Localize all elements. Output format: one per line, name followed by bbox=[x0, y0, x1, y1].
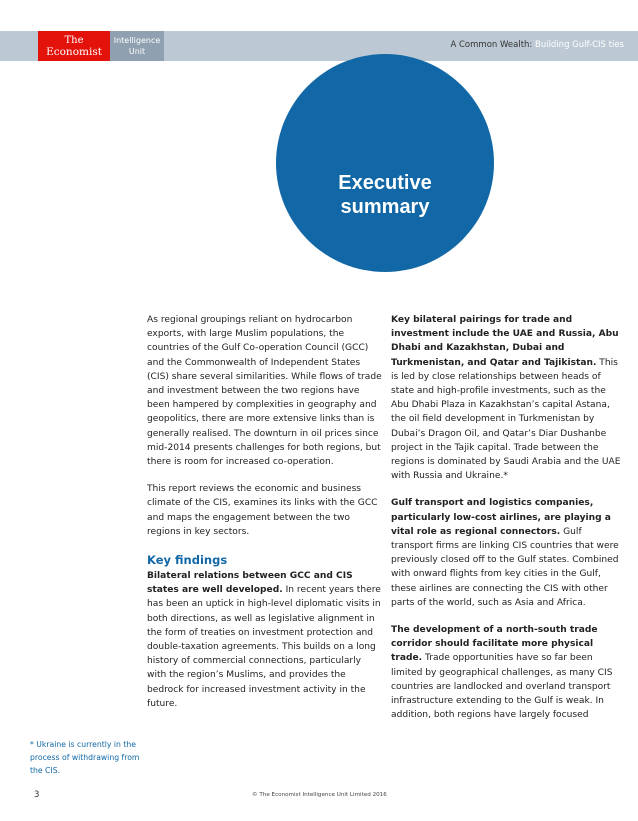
section-title-line-2: summary bbox=[340, 196, 430, 218]
logo-line-1: The bbox=[64, 35, 84, 46]
finding-1-lead: Bilateral relations between GCC and CIS states are well developed. bbox=[147, 571, 353, 596]
intro-paragraph-1: As regional groupings reliant on hydrocarbon exports, with large Muslim populations, the countries of the Gulf Co-operation Council (GCC) and the Commonwealth of Independent States (CIS) share several similarities. While flows of trade and investment between the two regions have been hampered by complexities in geography and geopolitics, there are more extensive links than is generally realised. The downturn in oil prices since mid-2014 presents challenges for both regions, but there is room for increased co-operation. bbox=[147, 315, 382, 468]
right-column bbox=[391, 313, 624, 735]
finding-4-lead: The development of a north-south trade corridor should facilitate more physical trade. bbox=[391, 625, 598, 664]
finding-3-text: Gulf transport firms are linking CIS countries that were previously closed off to the Gulf states. Combined with onward flights from key cities in the Gulf, these airlines are connecting the CIS with other parts of the world, such as Asia and Africa. bbox=[391, 526, 619, 608]
logo-line-2: Economist bbox=[46, 46, 102, 58]
finding-3 bbox=[391, 496, 624, 610]
report-title-sub: Building Gulf-CIS ties bbox=[532, 40, 624, 50]
left-column bbox=[147, 313, 383, 724]
finding-1 bbox=[147, 569, 383, 711]
eiu-line-2: Unit bbox=[128, 47, 146, 56]
finding-1-text: In recent years there has been an uptick in high-level diplomatic visits in both directions, as well as legislative alignment in the form of treaties on investment protection and double-taxation agreements. This builds on a long history of commercial connections, particularly with the region’s Muslims, and provides the bedrock for increased investment activity in the future. bbox=[147, 585, 381, 709]
page-number: 3 bbox=[34, 790, 40, 800]
copyright-notice: © The Economist Intelligence Unit Limited 2016 bbox=[252, 792, 387, 798]
eiu-line-1: Intelligence bbox=[113, 36, 161, 45]
finding-2-text: This is led by close relationships between heads of state and high-profile investments, such as the Abu Dhabi Plaza in Kazakhstan’s capital Astana, the oil field development in Turkmenistan by Dubai’s Dragon Oil, and Qatar’s Diar Dushanbe project in the Tajik capital. Trade between the regions is dominated by Saudi Arabia and the UAE with Russia and Ukraine.* bbox=[391, 357, 621, 482]
eiu-logo bbox=[110, 31, 164, 61]
section-title-circle bbox=[276, 54, 494, 272]
footnote: * Ukraine is currently in the process of withdrawing from the CIS. bbox=[30, 740, 140, 775]
intro-paragraph-2: This report reviews the economic and business climate of the CIS, examines its links with the GCC and maps the engagement between the two regions in key sectors. bbox=[147, 484, 378, 537]
key-findings-heading: Key findings bbox=[147, 553, 228, 568]
finding-4-text: Trade opportunities have so far been limited by geographical challenges, as many CIS countries are landlocked and overland transport infrastructure extending to the Gulf is weak. In addition, both regions have largely focused bbox=[391, 653, 613, 721]
finding-2 bbox=[391, 313, 624, 483]
finding-2-lead: Key bilateral pairings for trade and investment include the UAE and Russia, Abu Dhabi and Kazakhstan, Dubai and Turkmenistan, and Qatar and Tajikistan. bbox=[391, 315, 619, 368]
report-title-main: A Common Wealth: bbox=[450, 40, 533, 50]
finding-3-lead: Gulf transport and logistics companies, particularly low-cost airlines, are playing a vital role as regional connectors. bbox=[391, 498, 611, 537]
finding-4 bbox=[391, 623, 624, 722]
economist-logo bbox=[38, 31, 110, 61]
report-title bbox=[450, 40, 624, 50]
section-title-line-1: Executive bbox=[338, 172, 432, 194]
